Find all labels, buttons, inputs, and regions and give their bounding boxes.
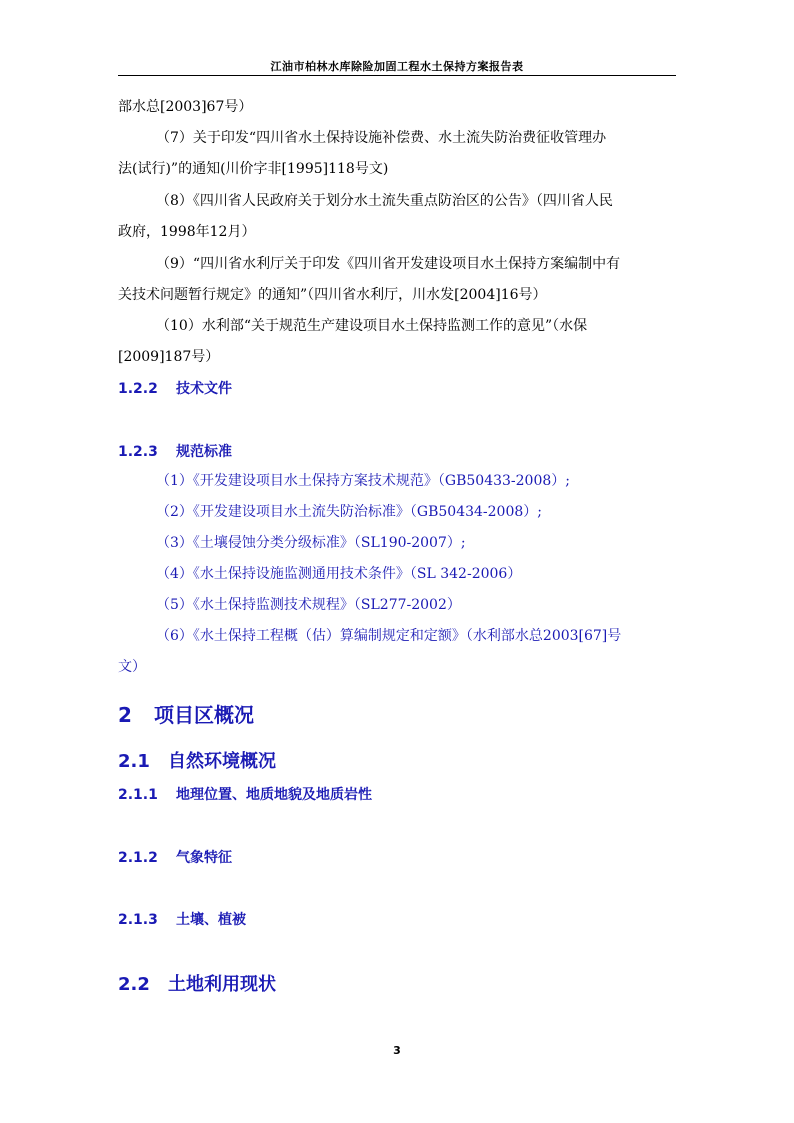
section-heading-2-1: [118, 747, 276, 773]
section-title: 自然环境概况: [168, 751, 276, 772]
body-line: （8）《四川省人民政府关于划分水土流失重点防治区的公告》（四川省人民: [156, 193, 613, 209]
section-title: 规范标准: [176, 444, 232, 460]
section-heading-2-1-2: [118, 847, 232, 867]
chapter-title: 项目区概况: [154, 703, 254, 727]
section-number: 1.2.3: [118, 444, 158, 460]
standard-item: （3）《土壤侵蚀分类分级标准》（SL190-2007）;: [156, 535, 466, 551]
body-line: 关技术问题暂行规定》的通知”（四川省水利厅，川水发[2004]16号）: [118, 287, 547, 303]
body-line: （9）“四川省水利厅关于印发《四川省开发建设项目水土保持方案编制中有: [156, 256, 621, 272]
section-number: 2.1: [118, 751, 150, 772]
body-line: 法(试行)”的通知(川价字非[1995]118号文): [118, 161, 389, 177]
section-number: 2.1.1: [118, 787, 158, 803]
chapter-number: 2: [118, 703, 132, 727]
section-title: 地理位置、地质地貌及地质岩性: [176, 787, 372, 803]
section-number: 2.2: [118, 974, 150, 995]
section-heading-2-1-3: [118, 909, 246, 929]
section-heading-2-1-1: [118, 784, 372, 804]
section-number: 2.1.2: [118, 850, 158, 866]
page-number: 3: [393, 1044, 401, 1057]
chapter-heading-2: [118, 699, 254, 728]
section-heading-1-2-3: [118, 441, 232, 461]
running-header: 江油市柏林水库除险加固工程水土保持方案报告表: [270, 60, 524, 73]
section-title: 土地利用现状: [168, 974, 276, 995]
section-title: 土壤、植被: [176, 912, 246, 928]
body-line: 部水总[2003]67号）: [118, 99, 253, 115]
body-line: 政府，1998年12月）: [118, 224, 256, 240]
section-heading-1-2-2: [118, 378, 232, 398]
section-number: 2.1.3: [118, 912, 158, 928]
header-rule: [118, 75, 676, 76]
body-line: （7）关于印发“四川省水土保持设施补偿费、水土流失防治费征收管理办: [156, 130, 607, 146]
section-title: 气象特征: [176, 850, 232, 866]
body-line: （10）水利部“关于规范生产建设项目水土保持监测工作的意见”（水保: [156, 318, 588, 334]
standard-item: （6）《水土保持工程概（估）算编制规定和定额》（水利部水总2003[67]号: [156, 628, 622, 644]
standard-item: （4）《水土保持设施监测通用技术条件》（SL 342-2006）: [156, 566, 522, 582]
standard-item: （2）《开发建设项目水土流失防治标准》（GB50434-2008）;: [156, 504, 542, 520]
standard-item: （5）《水土保持监测技术规程》（SL277-2002）: [156, 597, 461, 613]
section-heading-2-2: [118, 970, 276, 996]
body-line: [2009]187号）: [118, 349, 220, 365]
section-number: 1.2.2: [118, 381, 158, 397]
standard-item: （1）《开发建设项目水土保持方案技术规范》（GB50433-2008）;: [156, 473, 570, 489]
standard-item: 文）: [118, 659, 146, 675]
section-title: 技术文件: [176, 381, 232, 397]
